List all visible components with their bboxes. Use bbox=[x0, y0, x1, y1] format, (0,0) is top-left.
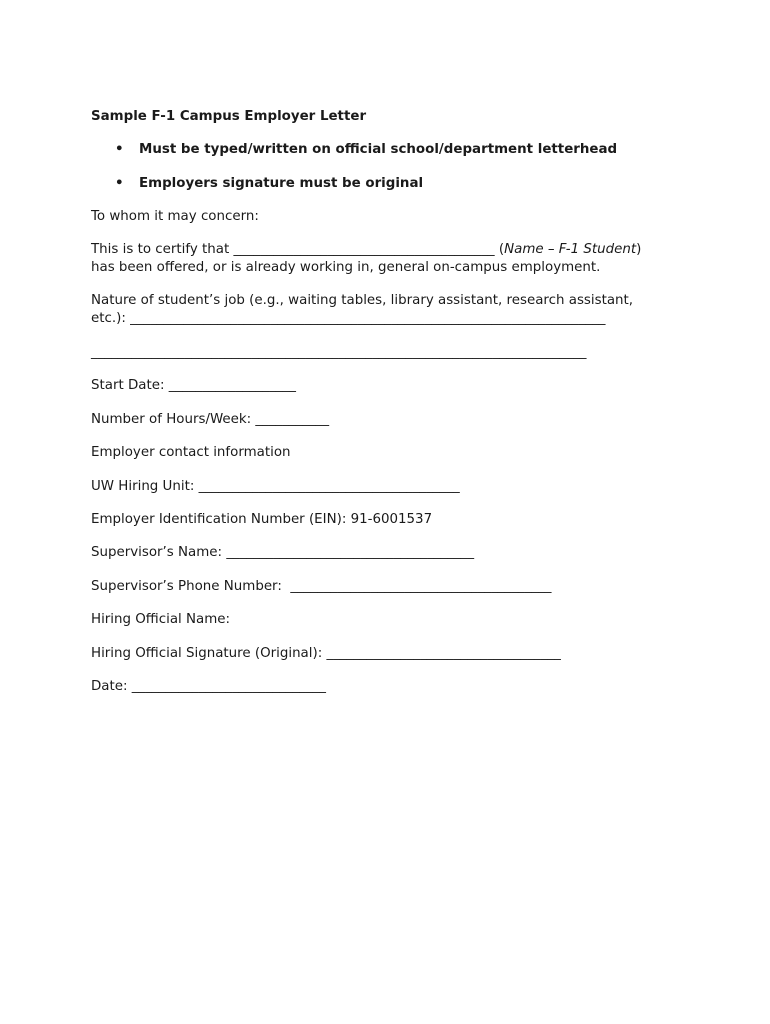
bullet-text: Must be typed/written on official school/department letterhead bbox=[139, 142, 618, 157]
paren-open: ( bbox=[498, 242, 505, 257]
hiring-official-name-field: Hiring Official Name: bbox=[91, 612, 231, 627]
hiring-official-signature-field bbox=[91, 645, 691, 663]
certify-paragraph bbox=[91, 241, 701, 277]
supervisor-phone-label: Supervisor’s Phone Number: bbox=[91, 579, 287, 594]
nature-line-1: Nature of student’s job (e.g., waiting tables, library assistant, research assistant, bbox=[91, 293, 634, 308]
supervisor-phone-blank[interactable]: _______________________________________ bbox=[290, 579, 552, 594]
bullet-glyph: • bbox=[115, 142, 124, 157]
requirement-bullet-signature bbox=[115, 175, 423, 193]
supervisor-name-blank[interactable]: _____________________________________ bbox=[226, 545, 475, 560]
nature-prefix: etc.): bbox=[91, 311, 126, 326]
date-label: Date: bbox=[91, 679, 128, 694]
ein-line: Employer Identification Number (EIN): 91-6001537 bbox=[91, 512, 433, 527]
job-description-blank[interactable]: _______________________________________________________________________ bbox=[130, 311, 606, 326]
certify-prefix: This is to certify that bbox=[91, 242, 230, 257]
document-title: Sample F-1 Campus Employer Letter bbox=[91, 109, 367, 124]
paren-close: ) bbox=[636, 242, 642, 257]
requirement-bullet-letterhead bbox=[115, 141, 617, 159]
supervisor-name-field bbox=[91, 544, 691, 562]
job-description-blank-line-2[interactable]: __________________________________________________________________________ bbox=[91, 345, 587, 360]
hiring-unit-blank[interactable]: _______________________________________ bbox=[198, 479, 460, 494]
hours-per-week-field bbox=[91, 411, 691, 429]
certify-line-2: has been offered, or is already working in, general on-campus employment. bbox=[91, 260, 601, 275]
hiring-unit-field bbox=[91, 478, 691, 496]
nature-paragraph bbox=[91, 292, 711, 328]
supervisor-phone-field bbox=[91, 578, 691, 596]
nature-line-2 bbox=[91, 310, 711, 328]
supervisor-name-label: Supervisor’s Name: bbox=[91, 545, 223, 560]
bullet-glyph: • bbox=[115, 176, 124, 191]
start-date-blank[interactable]: ___________________ bbox=[168, 378, 296, 393]
signature-blank[interactable]: ___________________________________ bbox=[326, 646, 561, 661]
student-role-italic: Name – F-1 Student bbox=[504, 242, 637, 257]
employer-contact-heading: Employer contact information bbox=[91, 445, 291, 460]
date-field bbox=[91, 678, 691, 696]
hiring-unit-label: UW Hiring Unit: bbox=[91, 479, 195, 494]
student-name-blank[interactable]: _______________________________________ bbox=[233, 242, 495, 257]
signature-label: Hiring Official Signature (Original): bbox=[91, 646, 323, 661]
certify-line-1 bbox=[91, 241, 701, 259]
hours-blank[interactable]: ___________ bbox=[255, 412, 330, 427]
start-date-field bbox=[91, 377, 691, 395]
date-blank[interactable]: _____________________________ bbox=[131, 679, 326, 694]
start-date-label: Start Date: bbox=[91, 378, 165, 393]
hours-label: Number of Hours/Week: bbox=[91, 412, 252, 427]
salutation: To whom it may concern: bbox=[91, 209, 259, 224]
bullet-text: Employers signature must be original bbox=[139, 176, 424, 191]
